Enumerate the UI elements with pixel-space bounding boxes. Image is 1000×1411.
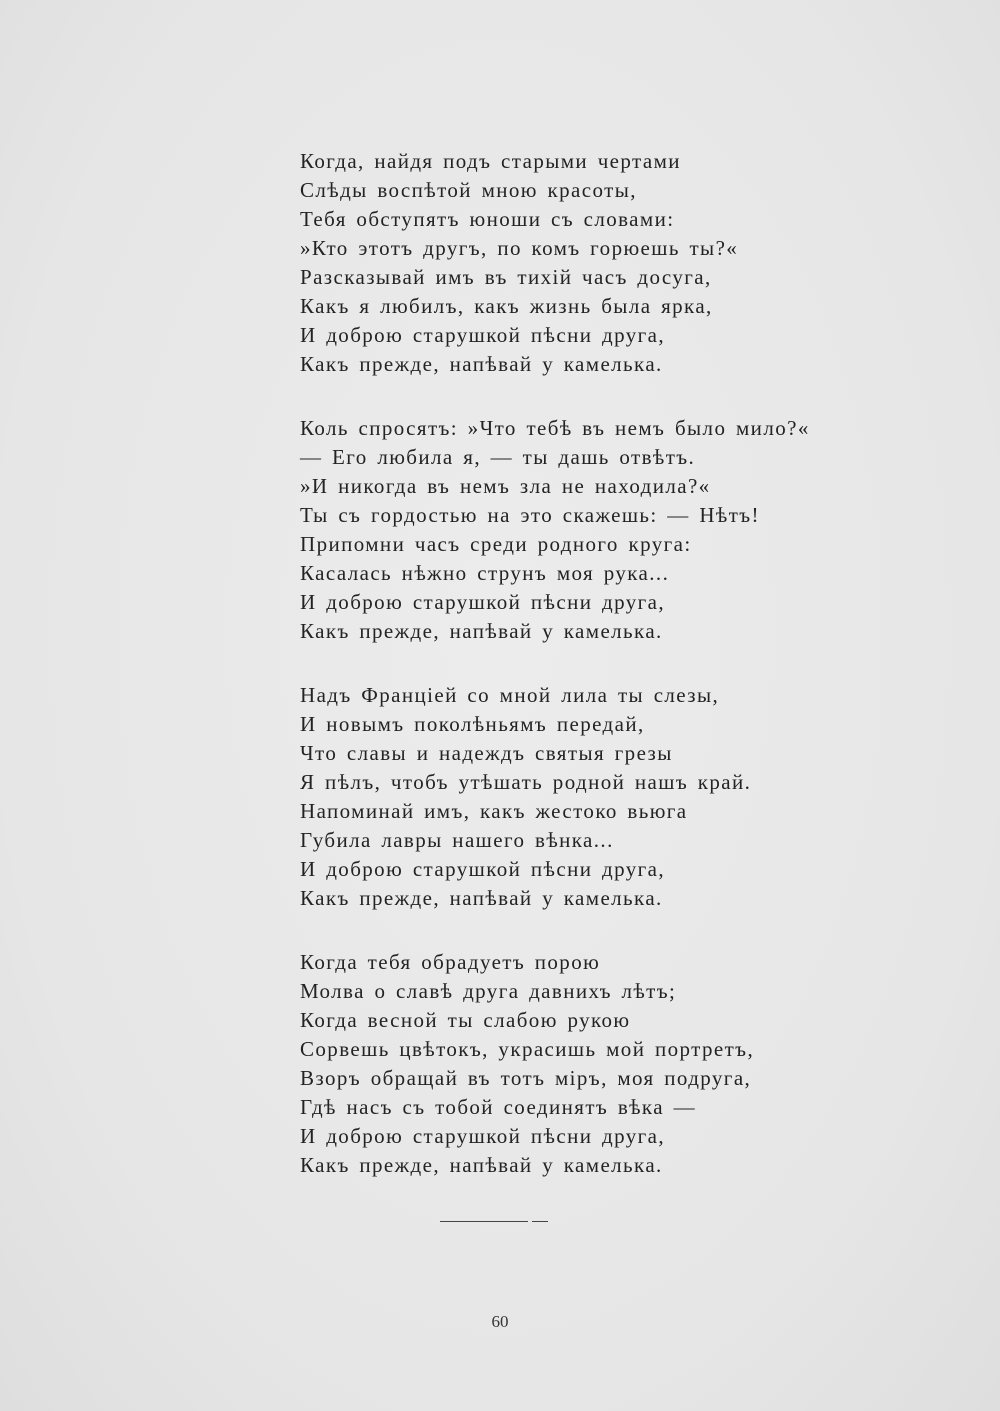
poem-line: Что славы и надеждъ святыя грезы [300,741,673,765]
poem-line: И новымъ поколѣньямъ передай, [300,712,645,736]
poem-line: И доброю старушкой пѣсни друга, [300,857,665,881]
poem-line: Какъ прежде, напѣвай у камелька. [300,1153,663,1177]
poem-line: »И никогда въ немъ зла не находила?« [300,474,711,498]
poem-line: Гдѣ насъ съ тобой соединятъ вѣка — [300,1095,696,1119]
poem-line: Ты съ гордостью на это скажешь: — Нѣтъ! [300,503,760,527]
poem-line: Когда тебя обрадуетъ порою [300,950,601,974]
poem-line: Какъ прежде, напѣвай у камелька. [300,352,663,376]
poem-line: Припомни часъ среди родного круга: [300,532,692,556]
poem-line: »Кто этотъ другъ, по комъ горюешь ты?« [300,236,739,260]
poem-line: Когда, найдя подъ старыми чертами [300,149,681,173]
divider-line-long [440,1221,528,1222]
poem-line: И доброю старушкой пѣсни друга, [300,323,665,347]
poem-line: Я пѣлъ, чтобъ утѣшать родной нашъ край. [300,770,752,794]
poem-text [300,147,860,1180]
poem-line: Когда весной ты слабою рукою [300,1008,631,1032]
poem-line: Разсказывай имъ въ тихій часъ досуга, [300,265,712,289]
page-number: 60 [491,1312,509,1331]
stanza-3 [300,681,860,913]
poem-line: Коль спросятъ: »Что тебѣ въ немъ было мило?« [300,416,810,440]
poem-line: — Его любила я, — ты дашь отвѣтъ. [300,445,696,469]
stanza-2 [300,414,860,646]
divider-line-short [532,1221,548,1222]
poem-line: Какъ я любилъ, какъ жизнь была ярка, [300,294,713,318]
poem-line: Слѣды воспѣтой мною красоты, [300,178,637,202]
poem-line: И доброю старушкой пѣсни друга, [300,590,665,614]
stanza-1 [300,147,860,379]
poem-line: Взоръ обращай въ тотъ міръ, моя подруга, [300,1066,752,1090]
end-rule-divider [440,1221,550,1223]
stanza-4 [300,948,860,1180]
poem-line: Какъ прежде, напѣвай у камелька. [300,619,663,643]
poem-line: Напоминай имъ, какъ жестоко вьюга [300,799,688,823]
poem-line: Касалась нѣжно струнъ моя рука... [300,561,670,585]
poem-line: Сорвешь цвѣтокъ, украсишь мой портретъ, [300,1037,755,1061]
poem-line: Какъ прежде, напѣвай у камелька. [300,886,663,910]
poem-line: Молва о славѣ друга давнихъ лѣтъ; [300,979,677,1003]
poem-line: И доброю старушкой пѣсни друга, [300,1124,665,1148]
poem-line: Губила лавры нашего вѣнка... [300,828,614,852]
poem-line: Надъ Франціей со мной лила ты слезы, [300,683,720,707]
poem-line: Тебя обступятъ юноши съ словами: [300,207,675,231]
